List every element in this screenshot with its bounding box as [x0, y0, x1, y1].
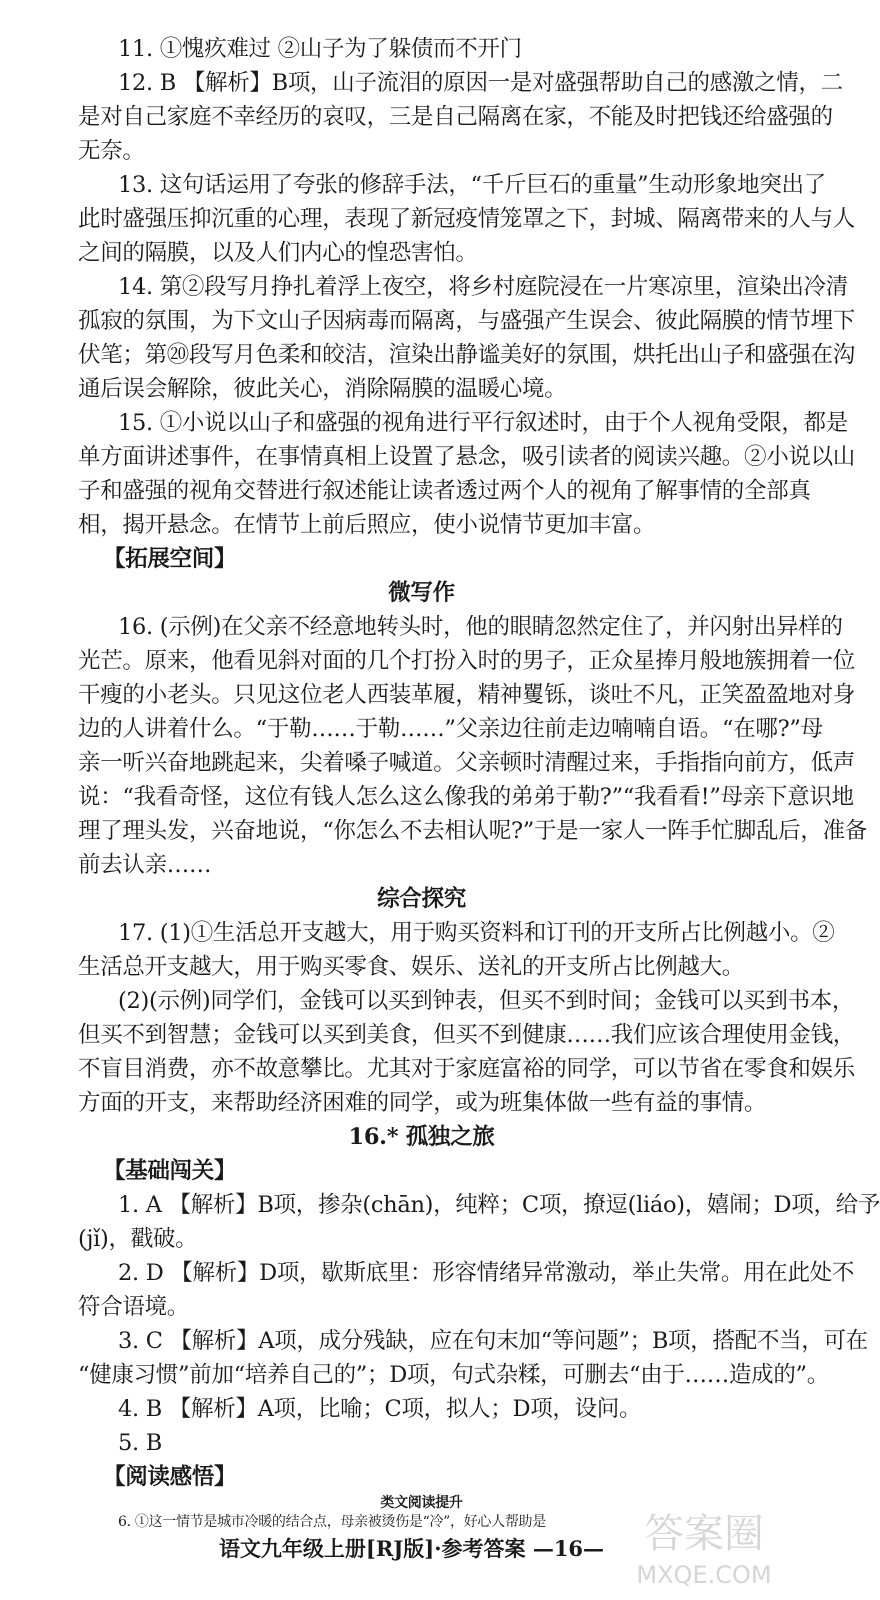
answer-14-line-4: 通后误会解除，彼此关心，消除隔膜的温暖心境。 [78, 376, 567, 402]
answer-15-line-1: 15. ①小说以山子和盛强的视角进行平行叙述时，由于个人视角受限，都是 [118, 410, 848, 436]
section-jichu: 【基础闯关】 [103, 1158, 237, 1184]
answer-11: 11. ①愧疚难过 ②山子为了躲债而不开门 [118, 36, 522, 62]
answer-16-line-2: 光芒。原来，他看见斜对面的几个打扮入时的男子，正众星捧月般地簇拥着一位 [78, 648, 856, 674]
q3-line-2: “健康习惯”前加“培养自己的”；D项，句式杂糅，可删去“由于……造成的”。 [78, 1362, 829, 1388]
answer-12-line-1: 12. B 【解析】B项，山子流泪的原因一是对盛强帮助自己的感激之情，二 [118, 70, 843, 96]
q1-line-2: (jǐ)，戳破。 [78, 1226, 198, 1252]
answer-16-line-1: 16. (示例)在父亲不经意地转头时，他的眼睛忽然定住了，并闪射出异样的 [118, 614, 843, 640]
watermark-top-text: 答案圈 [644, 1511, 764, 1557]
answer-17-line-3: (2)(示例)同学们，金钱可以买到钟表，但买不到时间；金钱可以买到书本， [118, 988, 855, 1014]
answer-16-line-5: 亲一听兴奋地跳起来，尖着嗓子喊道。父亲顿时清醒过来，手指指向前方，低声 [78, 750, 856, 776]
answer-14-line-2: 孤寂的氛围，为下文山子因病毒而隔离，与盛强产生误会、彼此隔膜的情节埋下 [78, 308, 856, 334]
answer-14-line-1: 14. 第②段写月挣扎着浮上夜空，将乡村庭院浸在一片寒凉里，渲染出冷清 [118, 274, 848, 300]
watermark-logo [619, 1495, 789, 1595]
q5: 5. B [118, 1430, 162, 1456]
answer-17-line-5: 不盲目消费，亦不故意攀比。尤其对于家庭富裕的同学，可以节省在零食和娱乐 [78, 1056, 856, 1082]
watermark-svg [619, 1495, 789, 1595]
q4: 4. B 【解析】A项，比喻；C项，拟人；D项，设问。 [118, 1396, 642, 1422]
answer-17-line-1: 17. (1)①生活总开支越大，用于购买资料和订刊的开支所占比例越小。② [118, 920, 835, 946]
answer-16-line-4: 边的人讲着什么。“于勒……于勒……”父亲边往前走边喃喃自语。“在哪?”母 [78, 716, 823, 742]
section-tuozhan: 【拓展空间】 [103, 546, 237, 572]
q1-line-1: 1. A 【解析】B项，掺杂(chān)，纯粹；C项，撩逗(liáo)，嬉闹；D项，给予 [118, 1192, 880, 1218]
q6-line-1: 6. ①这一情节是城市冷暖的结合点，母亲被烫伤是“冷”，好心人帮助是 [118, 1514, 546, 1530]
q2-line-2: 符合语境。 [78, 1294, 190, 1320]
lesson-title: 16.* 孤独之旅 [348, 1124, 495, 1150]
answer-12-line-2: 是对自己家庭不幸经历的哀叹，三是自己隔离在家，不能及时把钱还给盛强的 [78, 104, 833, 130]
answer-13-line-3: 之间的隔膜，以及人们内心的惶恐害怕。 [78, 240, 478, 266]
answer-16-line-7: 理了理头发，兴奋地说，“你怎么不去相认呢?”于是一家人一阵手忙脚乱后，准备 [78, 818, 867, 844]
page-footer: 语文九年级上册[RJ版]·参考答案 —16— [218, 1536, 605, 1561]
answer-16-line-3: 干瘦的小老头。只见这位老人西装革履，精神矍铄，谈吐不凡，正笑盈盈地对身 [78, 682, 856, 708]
watermark-bottom-text: MXQE.COM [636, 1561, 772, 1589]
answer-15-line-2: 单方面讲述事件，在事情真相上设置了悬念，吸引读者的阅读兴趣。②小说以山 [78, 444, 856, 470]
q2-line-1: 2. D 【解析】D项，歇斯底里：形容情绪异常激动，举止失常。用在此处不 [118, 1260, 855, 1286]
answer-15-line-4: 相，揭开悬念。在情节上前后照应，使小说情节更加丰富。 [78, 512, 656, 538]
answer-16-line-8: 前去认亲…… [78, 852, 212, 878]
answer-17-line-2: 生活总开支越大，用于购买零食、娱乐、送礼的开支所占比例越大。 [78, 954, 745, 980]
subsection-zonghe: 综合探究 [377, 886, 466, 912]
answer-13-line-2: 此时盛强压抑沉重的心理，表现了新冠疫情笼罩之下，封城、隔离带来的人与人 [78, 206, 856, 232]
answer-14-line-3: 伏笔；第⑳段写月色柔和皎洁，渲染出静谧美好的氛围，烘托出山子和盛强在沟 [78, 342, 856, 368]
subsection-weixiezuo: 微写作 [388, 580, 455, 606]
answer-13-line-1: 13. 这句话运用了夸张的修辞手法，“千斤巨石的重量”生动形象地突出了 [118, 172, 826, 198]
answer-17-line-4: 但买不到智慧；金钱可以买到美食，但买不到健康……我们应该合理使用金钱， [78, 1022, 856, 1048]
answer-16-line-6: 说：“我看奇怪，这位有钱人怎么这么像我的弟弟于勒?”“我看看!”母亲下意识地 [78, 784, 854, 810]
section-yuedu: 【阅读感悟】 [103, 1464, 237, 1490]
answer-17-line-6: 方面的开支，来帮助经济困难的同学，或为班集体做一些有益的事情。 [78, 1090, 767, 1116]
q3-line-1: 3. C 【解析】A项，成分残缺，应在句末加“等问题”；B项，搭配不当，可在 [118, 1328, 868, 1354]
answer-15-line-3: 子和盛强的视角交替进行叙述能让读者透过两个人的视角了解事情的全部真 [78, 478, 811, 504]
subsection-leiwen: 类文阅读提升 [380, 1495, 463, 1511]
answer-12-line-3: 无奈。 [78, 138, 145, 164]
